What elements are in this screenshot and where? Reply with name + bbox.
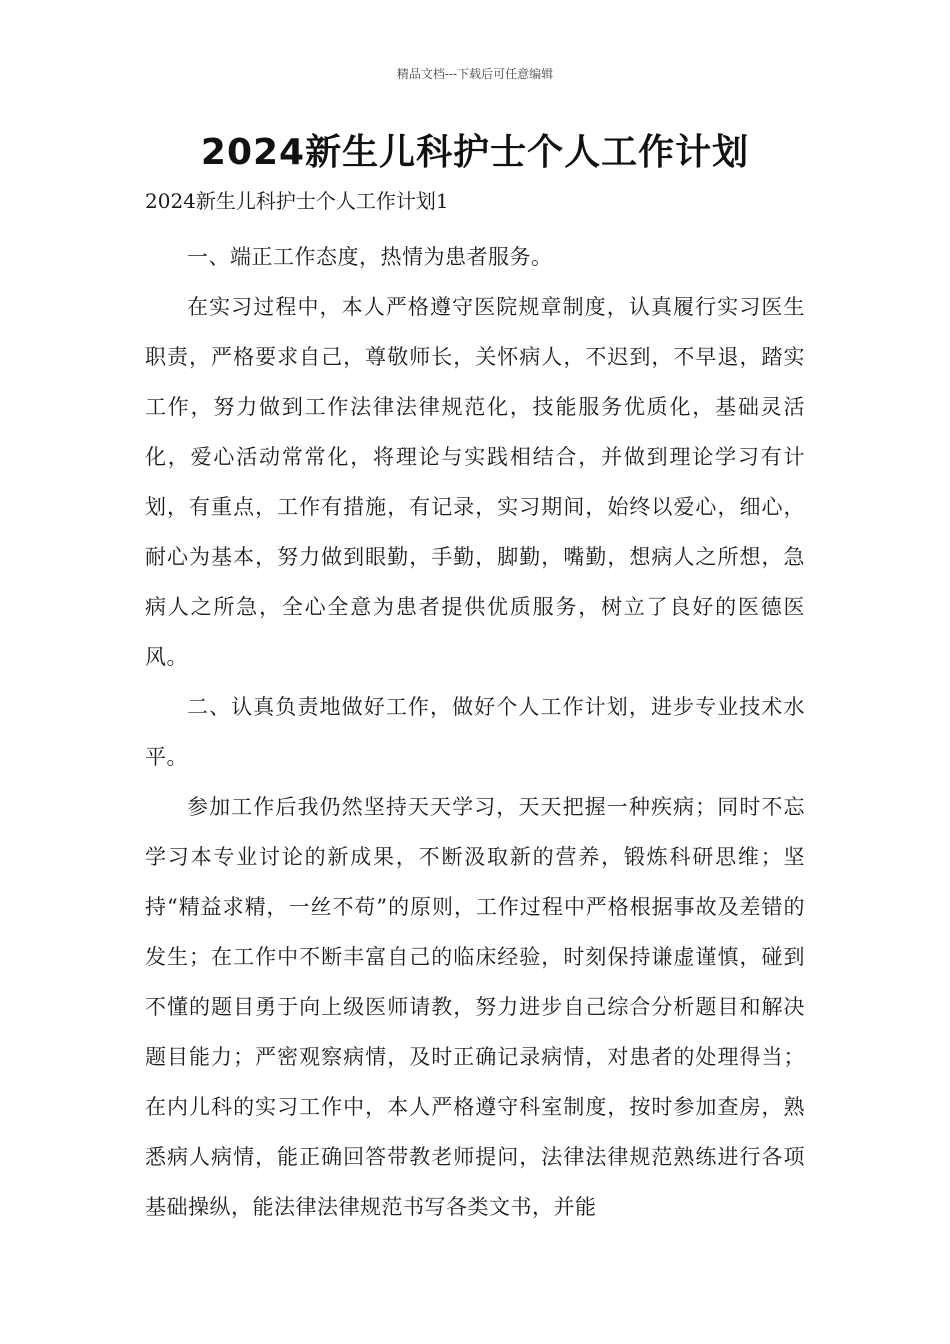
page-header-note: 精品文档---下载后可任意编辑: [396, 67, 554, 81]
document-title: 2024新生儿科护士个人工作计划: [200, 132, 750, 173]
paragraph-4: 参加工作后我仍然坚持天天学习，天天把握一种疾病；同时不忘学习本专业讨论的新成果，不断汲取新的营养，锻炼科研思维；坚持“精益求精，一丝不苟”的原则，工作过程中严格根据事故及差错的发生；在工作中不断丰富自己的临床经验，时刻保持谦虚谨慎，碰到不懂的题目勇于向上级医师请教，努力进步自己综合分析题目和解决题目能力；严密观察病情，及时正确记录病情，对患者的处理得当；在内儿科的实习工作中，本人严格遵守科室制度，按时参加查房，熟悉病人病情，能正确回答带教老师提问，法律法律规范熟练进行各项基础操纵，能法律法律规范书写各类文书，并能: [145, 795, 805, 1219]
paragraph-2: 在实习过程中，本人严格遵守医院规章制度，认真履行实习医生职责，严格要求自己，尊敬师长，关怀病人，不迟到，不早退，踏实工作，努力做到工作法律法律规范化，技能服务优质化，基础灵活化，爱心活动常常化，将理论与实践相结合，并做到理论学习有计划，有重点，工作有措施，有记录，实习期间，始终以爱心，细心，耐心为基本，努力做到眼勤，手勤，脚勤，嘴勤，想病人之所想，急病人之所急，全心全意为患者提供优质服务，树立了良好的医德医风。: [145, 295, 805, 669]
document-body: [145, 232, 805, 1232]
paragraph-3: 二、认真负责地做好工作，做好个人工作计划，进步专业技术水平。: [145, 695, 805, 769]
paragraph-1: 一、端正工作态度，热情为患者服务。: [187, 245, 553, 269]
document-subtitle: 2024新生儿科护士个人工作计划1: [145, 189, 449, 213]
